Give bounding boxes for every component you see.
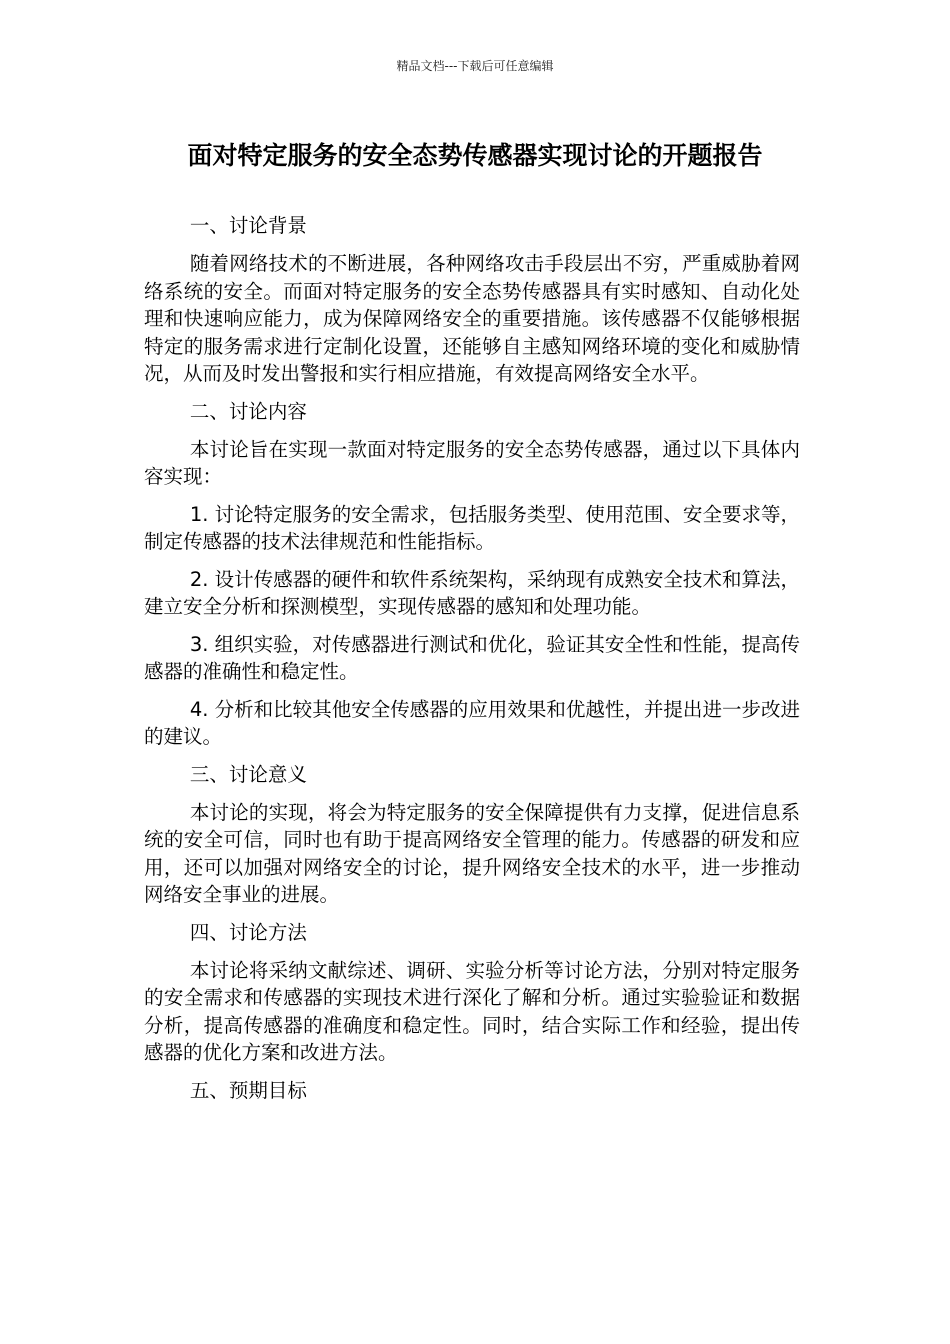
list-item-content-4: 4. 分析和比较其他安全传感器的应用效果和优越性，并提出进一步改进的建议。	[144, 697, 800, 748]
paragraph-content-intro: 本讨论旨在实现一款面对特定服务的安全态势传感器，通过以下具体内容实现：	[144, 437, 800, 488]
list-item-content-2: 2. 设计传感器的硬件和软件系统架构，采纳现有成熟安全技术和算法，建立安全分析和探测模型，实现传感器的感知和处理功能。	[144, 567, 800, 618]
paragraph-significance: 本讨论的实现，将会为特定服务的安全保障提供有力支撑，促进信息系统的安全可信，同时也有助于提高网络安全管理的能力。传感器的研发和应用，还可以加强对网络安全的讨论，提升网络安全技术的水平，进一步推动网络安全事业的进展。	[144, 800, 800, 906]
document-body	[144, 212, 800, 1115]
section-heading-methods: 四、讨论方法	[189, 920, 307, 944]
list-item-content-3: 3. 组织实验，对传感器进行测试和优化，验证其安全性和性能，提高传感器的准确性和稳定性。	[144, 632, 800, 683]
section-heading-background: 一、讨论背景	[189, 214, 307, 237]
section-heading-content: 二、讨论内容	[189, 399, 307, 423]
header-note: 精品文档---下载后可任意编辑	[396, 59, 554, 73]
document-title: 面对特定服务的安全态势传感器实现讨论的开题报告	[187, 141, 763, 170]
section-heading-goals: 五、预期目标	[189, 1078, 307, 1102]
paragraph-background: 随着网络技术的不断进展，各种网络攻击手段层出不穷，严重威胁着网络系统的安全。而面对特定服务的安全态势传感器具有实时感知、自动化处理和快速响应能力，成为保障网络安全的重要措施。该传感器不仅能够根据特定的服务需求进行定制化设置，还能够自主感知网络环境的变化和威胁情况，从而及时发出警报和实行相应措施，有效提高网络安全水平。	[144, 252, 800, 385]
paragraph-methods: 本讨论将采纳文献综述、调研、实验分析等讨论方法，分别对特定服务的安全需求和传感器的实现技术进行深化了解和分析。通过实验验证和数据分析，提高传感器的准确度和稳定性。同时，结合实际工作和经验，提出传感器的优化方案和改进方法。	[144, 958, 800, 1064]
section-heading-significance: 三、讨论意义	[189, 762, 307, 786]
list-item-content-1: 1. 讨论特定服务的安全需求，包括服务类型、使用范围、安全要求等，制定传感器的技术法律规范和性能指标。	[144, 502, 800, 553]
